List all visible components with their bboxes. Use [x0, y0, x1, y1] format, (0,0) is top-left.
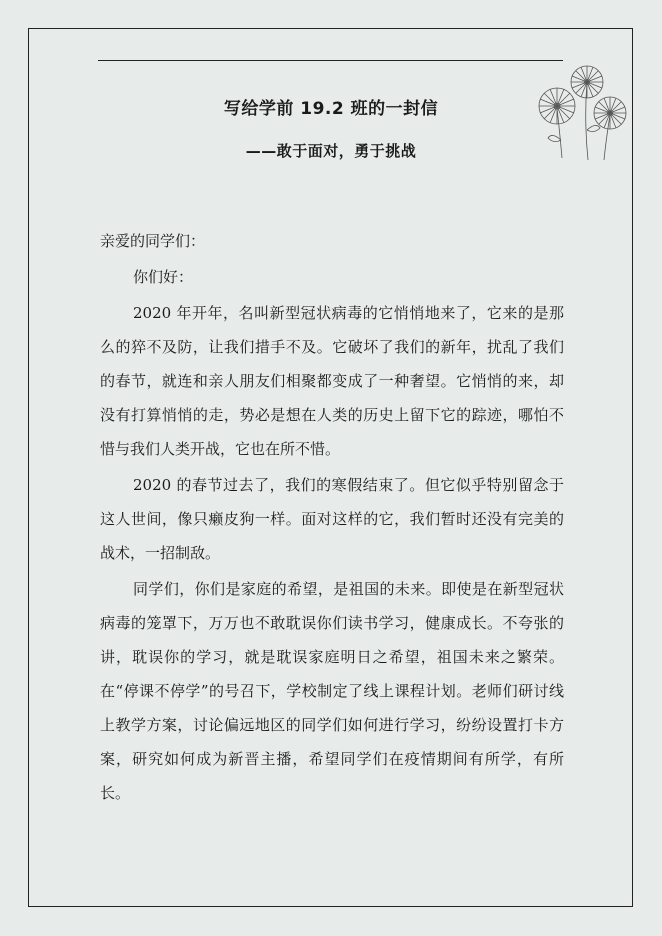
salutation: 亲爱的同学们：: [100, 232, 206, 250]
paragraph: 2020 年开年，名叫新型冠状病毒的它悄悄地来了，它来的是那么的猝不及防，让我们措手不及。它破坏了我们的新年，扰乱了我们的春节，就连和亲人朋友们相聚都变成了一种奢望。它悄悄的来，却没有打算悄悄的走，势必是想在人类的历史上留下它的踪迹，哪怕不惜与我们人类开战，它也在所不惜。: [100, 304, 564, 458]
paragraph: 2020 的春节过去了，我们的寒假结束了。但它似乎特别留念于这人世间，像只癞皮狗一样。面对这样的它，我们暂时还没有完美的战术，一招制敌。: [100, 476, 564, 562]
letter-subtitle: ——敢于面对，勇于挑战: [245, 142, 417, 160]
greeting: 你们好：: [133, 268, 194, 286]
letter-body: [100, 224, 564, 810]
letter-title: 写给学前 19.2 班的一封信: [223, 99, 439, 119]
header-rule: [98, 60, 563, 61]
paragraph: 同学们，你们是家庭的希望，是祖国的未来。即使是在新型冠状病毒的笼罩下，万万也不敢耽误你们读书学习，健康成长。不夸张的讲，耽误你的学习，就是耽误家庭明日之希望，祖国未来之繁荣。在“停课不停学”的号召下，学校制定了线上课程计划。老师们研讨线上教学方案，讨论偏远地区的同学们如何进行学习，纷纷设置打卡方案，研究如何成为新晋主播，希望同学们在疫情期间有所学，有所长。: [100, 580, 564, 802]
